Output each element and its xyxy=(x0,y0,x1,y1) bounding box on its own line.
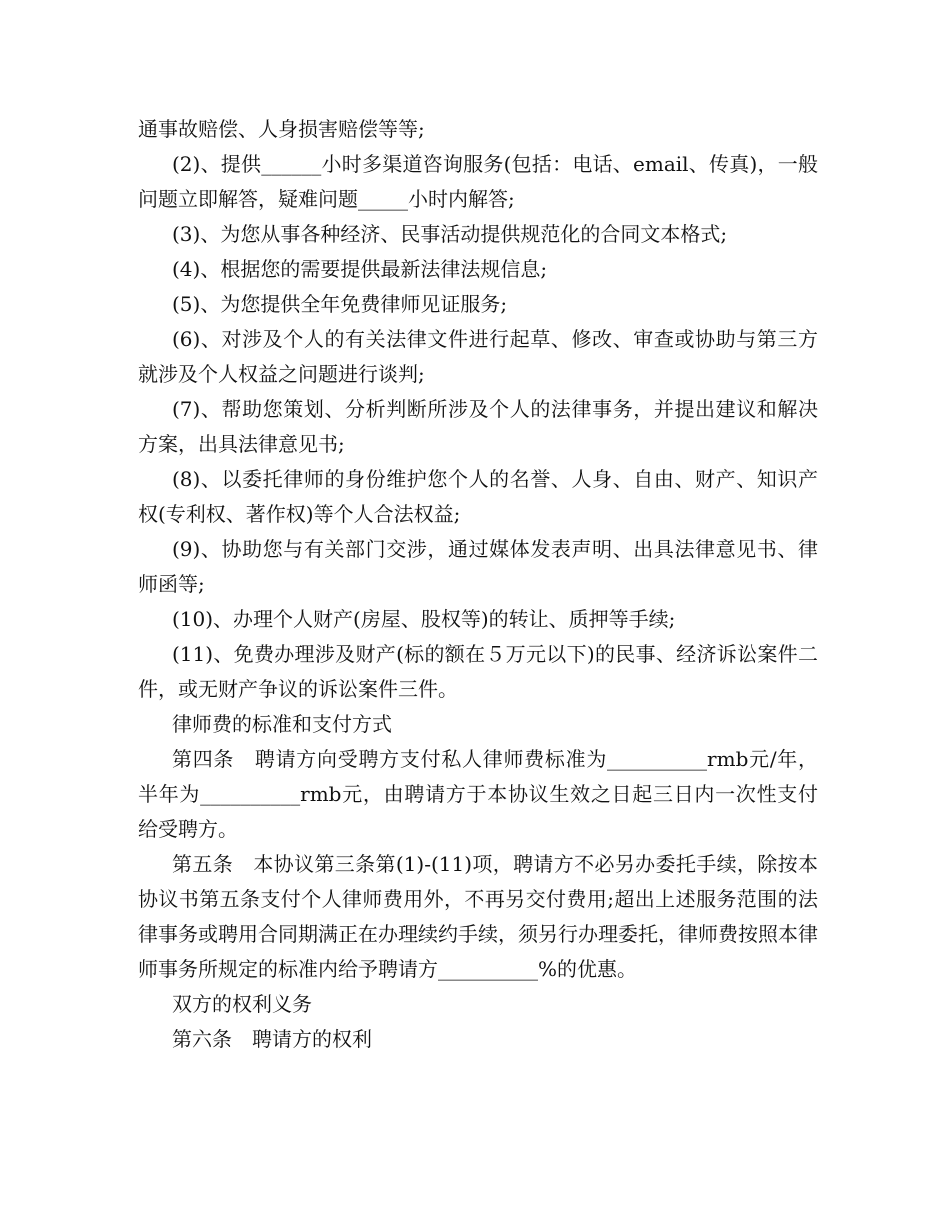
section-heading-fees: 律师费的标准和支付方式 xyxy=(172,712,392,736)
article-5: 第五条 本协议第三条第(1)-(11)项，聘请方不必另办委托手续，除按本协议书第五条支付个人律师费用外，不再另交付费用;超出上述服务范围的法律事务或聘用合同期满正在办理续约手续，须另行办理委托，律师费按照本律师事务所规定的标准内给予聘请方__________%的优惠。 xyxy=(138,852,818,981)
paragraph-item-7: (7)、帮助您策划、分析判断所涉及个人的法律事务，并提出建议和解决方案，出具法律意见书; xyxy=(138,397,818,456)
section-heading-rights: 双方的权利义务 xyxy=(172,992,312,1016)
paragraph-item-8: (8)、以委托律师的身份维护您个人的名誉、人身、自由、财产、知识产权(专利权、著作权)等个人合法权益; xyxy=(138,467,818,526)
paragraph-item-2: (2)、提供______小时多渠道咨询服务(包括：电话、email、传真)，一般问题立即解答，疑难问题_____小时内解答; xyxy=(138,152,818,211)
paragraph-item-6: (6)、对涉及个人的有关法律文件进行起草、修改、审查或协助与第三方就涉及个人权益之问题进行谈判; xyxy=(138,327,818,386)
article-6: 第六条 聘请方的权利 xyxy=(172,1027,372,1051)
article-4: 第四条 聘请方向受聘方支付私人律师费标准为__________rmb元/年，半年为__________rmb元，由聘请方于本协议生效之日起三日内一次性支付给受聘方。 xyxy=(138,747,818,841)
paragraph-item-4: (4)、根据您的需要提供最新法律法规信息; xyxy=(172,257,548,281)
paragraph-item-5: (5)、为您提供全年免费律师见证服务; xyxy=(172,292,508,316)
paragraph-item-11: (11)、免费办理涉及财产(标的额在５万元以下)的民事、经济诉讼案件二件，或无财产争议的诉讼案件三件。 xyxy=(138,642,818,701)
paragraph-item-3: (3)、为您从事各种经济、民事活动提供规范化的合同文本格式; xyxy=(172,222,728,246)
document-body xyxy=(138,112,818,1057)
paragraph-item-9: (9)、协助您与有关部门交涉，通过媒体发表声明、出具法律意见书、律师函等; xyxy=(138,537,818,596)
paragraph-continuation: 通事故赔偿、人身损害赔偿等等; xyxy=(138,117,425,141)
paragraph-item-10: (10)、办理个人财产(房屋、股权等)的转让、质押等手续; xyxy=(172,607,676,631)
